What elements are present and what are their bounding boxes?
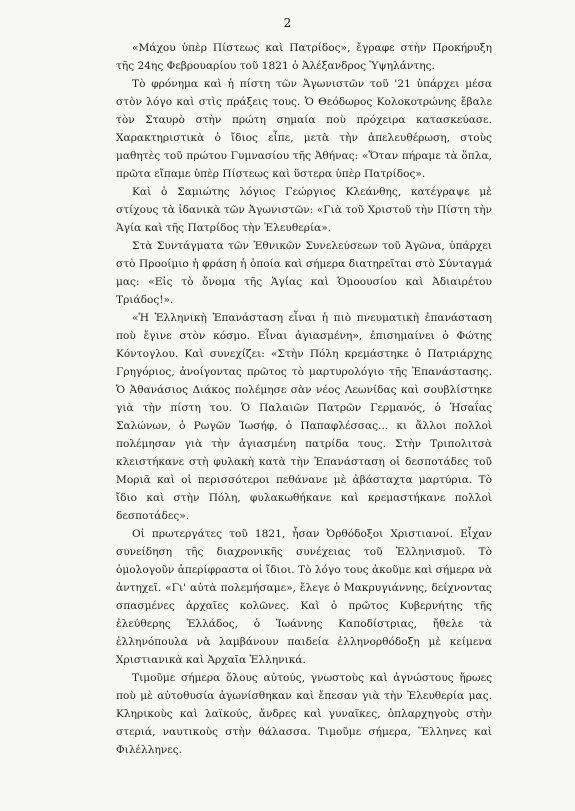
paragraph: «Μάχου ὑπὲρ Πίστεως καὶ Πατρίδος», ἔγραφε στὴν Προκήρυξη τῆς 24ης Φεβρουαρίου τοῦ 1821 ὁ Ἀλέξανδρος Ὑψηλάντης.: [116, 42, 492, 72]
paragraph: «Ἡ Ἑλληνικὴ Ἐπανάσταση εἶναι ἡ πιὸ πνευματικὴ ἐπανάσταση ποὺ ἔγινε στὸν κόσμο. Εἶναι ἁγιασμένη», ἐπισημαίνει ὁ Φώτης Κόντογλου. Καὶ συνεχίζει: «Στὴν Πόλη κρεμάστηκε ὁ Πατριάρχης Γρηγόριος, ἀνοίγοντας πρῶτος τὸ μαρτυρολόγιο τῆς Ἐπανάστασης. Ὁ Ἀθανάσιος Διάκος πολέμησε σὰν νέος Λεωνίδας καὶ σουβλίστηκε γιὰ τὴν πίστη του. Ὁ Παλαιῶν Πατρῶν Γερμανός, ὁ Ἡσαΐας Σαλώνων, ὁ Ρωγῶν Ἰωσήφ, ὁ Παπαφλέσσας... κι ἄλλοι πολλοὶ πολέμησαν γιὰ τὴν ἁγιασμένη πατρίδα τους. Στὴν Τριπολιτσὰ κλειστήκανε στὴ φυλακὴ κατὰ τὴν Ἐπανάσταση οἱ δεσποτάδες τοῦ Μοριᾶ καὶ οἱ περισσότεροι πεθάνανε μὲ ἀβάσταχτα μαρτύρια. Τὸ ἴδιο καὶ στὴν Πόλη, φυλακωθήκανε καὶ κρεμαστήκανε πολλοὶ δεσποτάδες».: [116, 312, 492, 522]
paragraph: Τὸ φρόνημα καὶ ἡ πίστη τῶν Ἀγωνιστῶν τοῦ '21 ὑπάρχει μέσα στὸν λόγο καὶ στὶς πράξεις τους. Ὁ Θεόδωρος Κολοκοτρώνης ἔβαλε τὸν Σταυρὸ στὴν πρώτη σημαία ποὺ πρόχειρα κατασκεύασε. Χαρακτηριστικὰ ὁ ἴδιος εἶπε, μετὰ τὴν ἀπελευθέρωση, στοὺς μαθητὲς τοῦ πρώτου Γυμνασίου τῆς Ἀθήνας: «Ὅταν πήραμε τὰ ὅπλα, πρῶτα εἴπαμε ὑπὲρ Πίστεως καὶ ὕστερα ὑπὲρ Πατρίδος».: [116, 78, 492, 180]
paragraph: Τιμοῦμε σήμερα ὅλους αὐτούς, γνωστοὺς καὶ ἀγνώστους ἥρωες ποὺ μὲ αὐτοθυσία ἀγωνίσθηκαν καὶ ἔπεσαν γιὰ τὴν Ἐλευθερία μας. Κληρικοὺς καὶ λαϊκούς, ἄνδρες καὶ γυναῖκες, ὁπλαρχηγοὺς στὴν στεριά, ναυτικοὺς στὴν θάλασσα. Τιμοῦμε σήμερα, Ἕλληνες καὶ Φιλέλληνες.: [116, 672, 492, 756]
paragraph: Οἱ πρωτεργάτες τοῦ 1821, ἦσαν Ὀρθόδοξοι Χριστιανοί. Εἶχαν συνείδηση τῆς διαχρονικῆς συνέχειας τοῦ Ἑλληνισμοῦ. Τὸ ὁμολογοῦν ἀπερίφραστα οἱ ἴδιοι. Τὸ λόγο τους ἀκοῦμε καὶ σήμερα νὰ ἀντηχεῖ. «Γι' αὐτὰ πολεμήσαμε», ἔλεγε ὁ Μακρυγιάννης, δείχνοντας σπασμένες ἀρχαῖες κολῶνες. Καὶ ὁ πρῶτος Κυβερνήτης τῆς ἐλεύθερης Ἑλλάδος, ὁ Ἰωάννης Καποδίστριας, ἤθελε τὰ ἑλληνόπουλα νὰ λαμβάνουν παιδεία ἑλληνορθόδοξη μὲ κείμενα Χριστιανικὰ καὶ Ἀρχαῖα Ἑλληνικά.: [116, 528, 492, 666]
paragraph: Στὰ Συντάγματα τῶν Ἐθνικῶν Συνελεύσεων τοῦ Ἀγῶνα, ὑπάρχει στὸ Προοίμιο ἡ φράση ἡ ὁποία καὶ σήμερα διατηρεῖται στὸ Σύνταγμά μας: «Εἰς τὸ ὄνομα τῆς Ἁγίας καὶ Ὁμοουσίου καὶ Ἀδιαιρέτου Τριάδος!».: [116, 240, 492, 306]
body-text: [116, 39, 492, 759]
paragraph: Καὶ ὁ Σαμιώτης λόγιος Γεώργιος Κλεάνθης, κατέγραψε μὲ στίχους τὰ ἰδανικὰ τῶν Ἀγωνιστῶν: «Γιὰ τοῦ Χριστοῦ τὴν Πίστη τὴν Ἁγία καὶ τῆς Πατρίδος τὴν Ἐλευθερία».: [116, 186, 492, 234]
page-number: 2: [283, 16, 292, 30]
